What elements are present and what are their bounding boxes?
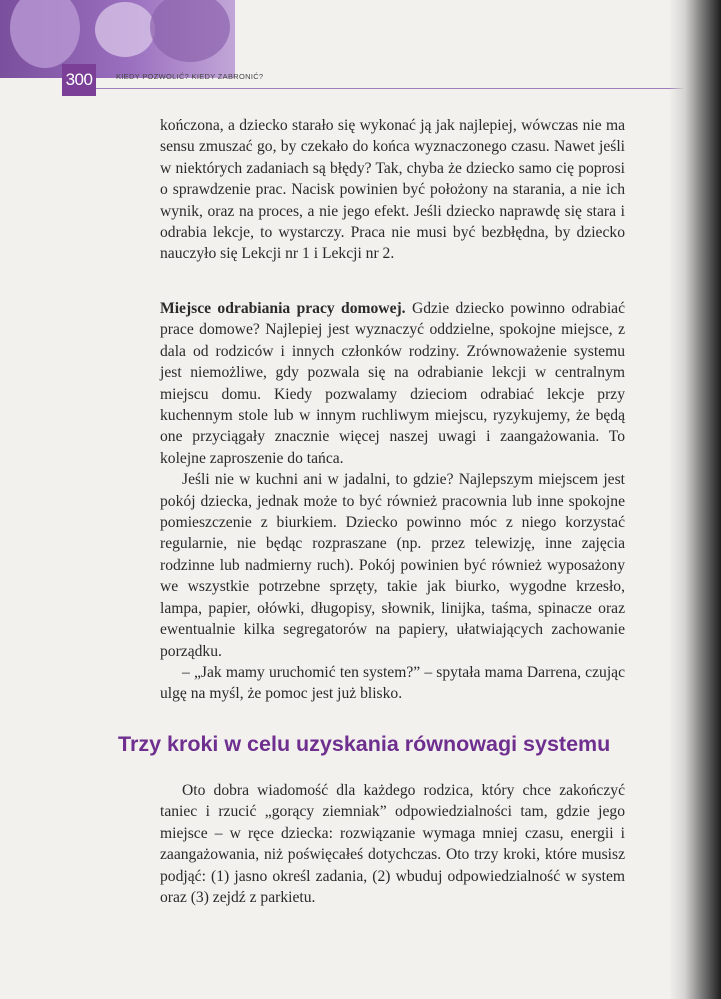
photo-shape — [95, 2, 155, 57]
photo-shape — [10, 0, 80, 68]
photo-shape — [150, 0, 230, 62]
paragraph-text: Gdzie dziecko powinno odrabiać prace domowe? Najlepiej jest wyznaczyć oddzielne, spokojne miejsce, z dala od rodziców i innych członków rodziny. Zrównoważenie systemu jest niemożliwe, gdy pozwala się na odrabianie lekcji w centralnym miejscu domu. Kiedy pozwalamy dzieciom odrabiać lekcje przy kuchennym stole lub w innym ruchliwym miejscu, ryzykujemy, że będą one przyciągały znacznie więcej naszej uwagi i zaangażowania. To kolejne zaproszenie do tańca. — [160, 300, 626, 467]
paragraph-text: Oto dobra wiadomość dla każdego rodzica, który chce zakończyć taniec i rzucić „gorący ziemniak” odpowiedzialności tam, gdzie jego miejsce – w ręce dziecka: rozwiązanie wymaga mniej czasu, energii i zaangażowania, niż poświęcałeś dotychczas. Oto trzy kroki, które musisz podjąć: (1) jasno określ zadania, (2) wbuduj odpowiedzialność w system oraz (3) zejdź z parkietu. — [160, 782, 625, 907]
section-three-steps — [160, 780, 625, 908]
running-title: KIEDY POZWOLIĆ? KIEDY ZABRONIĆ? — [116, 72, 264, 81]
header-rule — [96, 88, 686, 89]
paragraph-text: kończona, a dziecko starało się wykonać ją jak najlepiej, wówczas nie ma sensu zmuszać go, by czekało do końca wyznaczonego czasu. Nawet jeśli w niektórych zadaniach są błędy? Tak, chyba że dziecko samo cię poprosi o sprawdzenie prac. Nacisk powinien być położony na starania, a nie ich wynik, oraz na proces, a nie jego efekt. Jeśli dziecko naprawdę się stara i odrabia lekcje, to wystarczy. Praca nie musi być bezbłędna, by dziecko nauczyło się Lekcji nr 1 i Lekcji nr 2. — [160, 117, 625, 263]
section-heading: Trzy kroki w celu uzyskania równowagi systemu — [118, 732, 611, 756]
paragraph — [160, 298, 625, 469]
page-number: 300 — [62, 64, 96, 96]
run-in-heading: Miejsce odrabiania pracy domowej. — [160, 300, 406, 317]
section-homework-place — [160, 298, 625, 705]
header-photo — [0, 0, 235, 78]
page-edge-shadow — [669, 0, 721, 999]
dialogue-text: – „Jak mamy uruchomić ten system?” – spytała mama Darrena, czując ulgę na myśl, że pomoc jest już blisko. — [160, 663, 625, 703]
paragraph-text: Jeśli nie w kuchni ani w jadalni, to gdzie? Najlepszym miejscem jest pokój dziecka, jednak może to być również pracownia lub inne spokojne pomieszczenie z biurkiem. Dziecko powinno móc z niego korzystać regularnie, nie będąc rozpraszane (np. przez telewizję, inne zajęcia rodzinne lub nadmierny ruch). Pokój powinien być również wyposażony we wszystkie potrzebne sprzęty, takie jak biurko, wygodne krzesło, lampa, papier, ołówki, długopisy, słownik, linijka, taśma, spinacze oraz ewentualnie kilka segregatorów na papiery, ułatwiających zachowanie porządku. — [160, 471, 625, 660]
paragraph-continued — [160, 115, 625, 265]
